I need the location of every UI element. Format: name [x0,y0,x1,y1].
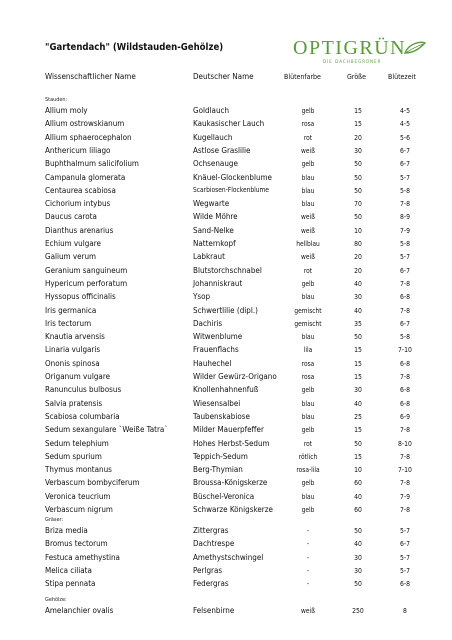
cell-size: 40 [354,306,362,315]
cell-german-name: Wilder Gewürz-Origano [193,372,277,381]
table-row [0,505,452,518]
cell-flower-color: blau [301,173,315,182]
cell-german-name: Frauenflachs [193,345,239,355]
cell-scientific-name: Echium vulgare [45,239,101,248]
cell-bloom-time: 6-7 [400,540,410,549]
cell-size: 70 [354,200,362,209]
cell-flower-color: weiß [301,146,315,155]
cell-german-name: Goldlauch [193,106,230,115]
table-row [0,372,452,385]
cell-german-name: Perlgras [193,565,223,575]
cell-flower-color: blau [301,492,315,501]
cell-flower-color: hellblau [296,240,320,248]
cell-scientific-name: Hyssopus officinalis [45,292,116,302]
cell-size: 50 [354,173,362,182]
cell-german-name: Taubenskabiose [193,411,250,421]
cell-flower-color: weiß [301,213,315,222]
cell-bloom-time: 5-8 [400,240,410,248]
cell-flower-color: - [306,540,310,549]
cell-scientific-name: Galium verum [45,252,97,262]
cell-size: 35 [354,319,362,328]
cell-size: 10 [354,226,362,235]
table-row [0,412,452,425]
cell-size: 50 [354,186,362,195]
cell-size: 15 [354,426,362,435]
table-row [0,478,452,491]
table-row [0,106,452,119]
table-row [0,539,452,552]
column-header-bloom-time: Blütezeit [388,73,416,81]
cell-size: 60 [354,506,362,514]
cell-scientific-name: Sedum sexangulare `Weiße Tatra` [45,425,168,435]
table-row [0,186,452,199]
table-row [0,606,452,619]
cell-german-name: Dachiris [193,318,223,328]
cell-scientific-name: Festuca amethystina [45,552,120,562]
cell-bloom-time: 6-7 [400,160,410,169]
table-row [0,345,452,358]
cell-scientific-name: Scabiosa columbaria [45,411,120,421]
cell-german-name: Johanniskraut [193,278,243,288]
table-row [0,146,452,159]
cell-size: 250 [352,607,364,615]
cell-flower-color: gemischt [294,306,322,315]
cell-german-name: Labkraut [193,252,225,262]
cell-size: 15 [354,452,362,461]
cell-size: 40 [354,540,362,549]
cell-scientific-name: Allium sphaerocephalon [45,132,132,142]
cell-scientific-name: Buphthalmum salicifolium [45,159,139,169]
cell-bloom-time: 7-8 [400,506,410,514]
table-row [0,279,452,292]
cell-bloom-time: 7-10 [398,346,412,355]
cell-flower-color: rot [303,133,313,142]
cell-size: 40 [354,492,362,501]
cell-german-name: Büschel-Veronica [193,491,255,501]
cell-scientific-name: Dianthus arenarius [45,225,114,235]
cell-german-name: Wegwarte [193,199,230,209]
cell-german-name: Natternkopf [193,239,236,248]
cell-flower-color: rosa [301,120,315,129]
cell-german-name: Astlose Graslilie [193,145,251,155]
cell-flower-color: gelb [301,426,315,435]
table-row [0,306,452,319]
cell-flower-color: gelb [301,160,315,169]
leaf-icon [403,41,427,55]
cell-scientific-name: Sedum spurium [45,451,102,461]
cell-scientific-name: Amelanchier ovalis [45,606,114,615]
section-label-graeser: Gräser: [45,517,64,523]
cell-german-name: Amethystschwingel [193,552,264,562]
table-row [0,199,452,212]
logo-tagline: DIE DACHBEGRÜNER [323,60,382,65]
cell-german-name: Ysop [193,292,211,302]
cell-scientific-name: Centaurea scabiosa [45,185,116,195]
cell-size: 60 [354,479,362,488]
cell-german-name: Blutstorchschnabel [193,265,262,275]
table-row [0,452,452,465]
cell-bloom-time: 7-8 [400,373,410,381]
cell-scientific-name: Sedum telephium [45,438,109,448]
cell-german-name: Kaukasischer Lauch [193,119,265,129]
cell-size: 50 [354,439,362,448]
cell-flower-color: rötlich [298,452,318,461]
table-row [0,332,452,345]
cell-bloom-time: 6-7 [400,266,410,275]
table-row [0,119,452,132]
cell-size: 50 [354,213,362,222]
cell-scientific-name: Salvia pratensis [45,398,103,408]
cell-size: 50 [354,580,362,589]
cell-bloom-time: 7-8 [400,306,410,315]
cell-flower-color: - [306,580,310,589]
cell-scientific-name: Iris germanica [45,305,97,315]
table-row [0,133,452,146]
document-title: "Gartendach" (Wildstauden-Gehölze) [45,42,224,53]
cell-german-name: Milder Mauerpfeffer [193,425,264,435]
cell-german-name: Knäuel-Glockenblume [193,172,272,182]
cell-bloom-time: 6-8 [400,580,410,589]
cell-bloom-time: 7-8 [400,426,410,435]
cell-bloom-time: 6-9 [400,412,410,421]
table-row [0,553,452,566]
cell-german-name: Zittergras [193,526,229,535]
cell-size: 25 [354,412,362,421]
cell-german-name: Knollenhahnenfuß [193,385,259,395]
cell-bloom-time: 5-7 [400,173,410,182]
cell-bloom-time: 7-8 [400,452,410,461]
cell-scientific-name: Veronica teucrium [45,491,111,501]
cell-size: 40 [354,279,362,288]
cell-bloom-time: 5-8 [400,186,410,195]
cell-size: 40 [354,399,362,408]
cell-bloom-time: 6-8 [400,386,410,395]
cell-size: 30 [354,386,362,395]
cell-german-name: Berg-Thymian [193,465,243,475]
cell-bloom-time: 7-10 [398,466,412,475]
cell-flower-color: - [306,566,310,575]
cell-bloom-time: 8-9 [400,213,410,222]
table-row [0,226,452,239]
cell-bloom-time: 7-9 [400,492,410,501]
optigruen-logo [293,37,429,73]
cell-german-name: Witwenblume [193,332,243,342]
table-row [0,292,452,305]
cell-german-name: Sand-Nelke [193,225,234,235]
cell-flower-color: blau [301,399,315,408]
cell-german-name: Scarbiosen-Flockenblume [193,185,269,194]
table-row [0,319,452,332]
cell-flower-color: gelb [301,107,315,115]
cell-bloom-time: 6-8 [400,359,410,368]
cell-scientific-name: Ononis spinosa [45,358,100,368]
table-row [0,439,452,452]
cell-bloom-time: 8-10 [398,439,412,448]
cell-flower-color: rosa [301,359,315,368]
cell-german-name: Hohes Herbst-Sedum [193,438,270,448]
cell-flower-color: blau [301,200,315,209]
cell-bloom-time: 4-5 [400,120,410,129]
table-row [0,266,452,279]
cell-flower-color: rosa-lila [296,466,320,475]
cell-scientific-name: Ranunculus bulbosus [45,385,122,395]
table-row [0,526,452,539]
cell-bloom-time: 7-8 [400,200,410,209]
cell-bloom-time: 4-5 [400,107,410,115]
cell-flower-color: blau [301,186,315,195]
cell-size: 30 [354,566,362,575]
cell-bloom-time: 6-8 [400,293,410,302]
section-label-stauden: Stauden: [45,97,68,103]
cell-bloom-time: 6-8 [400,399,410,408]
cell-scientific-name: Melica ciliata [45,565,92,575]
cell-size: 30 [354,293,362,302]
table-row [0,425,452,438]
cell-size: 20 [354,266,362,275]
cell-size: 80 [354,240,362,248]
cell-german-name: Wiesensalbei [193,398,241,408]
cell-scientific-name: Anthericum liliago [45,145,111,155]
cell-scientific-name: Geranium sanguineum [45,265,128,275]
cell-bloom-time: 5-7 [400,527,410,535]
cell-size: 15 [354,346,362,355]
cell-scientific-name: Verbascum bombyciferum [45,478,140,488]
cell-german-name: Felsenbirne [193,606,235,615]
table-row [0,252,452,265]
cell-flower-color: rot [303,266,313,275]
table-row [0,159,452,172]
cell-german-name: Teppich-Sedum [193,451,248,461]
cell-bloom-time: 5-7 [400,253,410,262]
cell-scientific-name: Stipa pennata [45,579,96,589]
cell-bloom-time: 5-7 [400,553,410,562]
cell-german-name: Schwarze Königskerze [193,505,273,514]
column-header-german-name: Deutscher Name [193,72,254,81]
cell-size: 50 [354,160,362,169]
column-header-flower-color: Blütenfarbe [284,73,321,81]
cell-bloom-time: 8 [403,607,407,615]
cell-flower-color: rot [303,439,313,448]
cell-flower-color: weiß [301,226,315,235]
table-row [0,239,452,252]
table-row [0,212,452,225]
cell-bloom-time: 6-7 [400,146,410,155]
cell-flower-color: - [306,553,310,562]
cell-bloom-time: 5-8 [400,333,410,342]
column-header-size: Größe [347,73,367,81]
cell-scientific-name: Cichorium intybus [45,199,111,209]
cell-flower-color: - [306,527,310,535]
cell-flower-color: gelb [301,279,315,288]
cell-size: 15 [354,107,362,115]
cell-flower-color: rosa [301,373,315,381]
cell-german-name: Dachtrespe [193,539,235,549]
cell-bloom-time: 7-9 [400,226,410,235]
cell-flower-color: blau [301,293,315,302]
cell-bloom-time: 5-6 [400,133,410,142]
cell-bloom-time: 7-8 [400,479,410,488]
cell-scientific-name: Briza media [45,526,88,535]
cell-scientific-name: Hypericum perforatum [45,278,128,288]
cell-flower-color: gemischt [294,319,322,328]
cell-flower-color: weiß [301,253,315,262]
cell-bloom-time: 7-8 [400,279,410,288]
cell-size: 10 [354,466,362,475]
table-row [0,359,452,372]
cell-flower-color: gelb [301,386,315,395]
cell-size: 20 [354,253,362,262]
cell-size: 15 [354,120,362,129]
table-row [0,399,452,412]
cell-scientific-name: Bromus tectorum [45,539,108,549]
table-row [0,566,452,579]
cell-german-name: Federgras [193,579,229,589]
cell-german-name: Kugellauch [193,132,233,142]
cell-scientific-name: Allium moly [45,106,88,115]
cell-scientific-name: Knautia arvensis [45,332,105,342]
logo-wordmark: OPTIGRÜN [293,37,407,59]
cell-flower-color: weiß [301,607,315,615]
cell-size: 50 [354,333,362,342]
cell-scientific-name: Allium ostrowskianum [45,119,125,129]
cell-bloom-time: 6-7 [400,319,410,328]
cell-german-name: Broussa-Königskerze [193,478,268,488]
cell-flower-color: gelb [301,506,315,514]
column-header-scientific-name: Wissenschaftlicher Name [45,72,136,81]
cell-scientific-name: Origanum vulgare [45,372,111,381]
cell-bloom-time: 5-7 [400,566,410,575]
cell-flower-color: lila [303,346,313,355]
cell-german-name: Ochsenauge [193,159,238,169]
cell-size: 20 [354,133,362,142]
cell-size: 30 [354,146,362,155]
cell-scientific-name: Daucus carota [45,212,97,222]
cell-scientific-name: Iris tectorum [45,318,92,328]
cell-scientific-name: Linaria vulgaris [45,345,101,355]
cell-size: 50 [354,527,362,535]
cell-scientific-name: Campanula glomerata [45,172,126,182]
cell-german-name: Wilde Möhre [193,212,238,222]
cell-flower-color: blau [301,333,315,342]
cell-size: 15 [354,359,362,368]
cell-flower-color: blau [301,412,315,421]
cell-scientific-name: Thymus montanus [45,465,112,475]
section-label-gehoelze: Gehölze: [45,597,67,603]
cell-flower-color: gelb [301,479,315,488]
table-row [0,385,452,398]
cell-german-name: Hauhechel [193,358,232,368]
cell-scientific-name: Verbascum nigrum [45,505,113,514]
table-row [0,465,452,478]
cell-size: 30 [354,553,362,562]
cell-size: 15 [354,373,362,381]
table-row [0,579,452,592]
table-row [0,173,452,186]
cell-german-name: Schwertlilie (dipl.) [193,305,258,315]
table-row [0,492,452,505]
